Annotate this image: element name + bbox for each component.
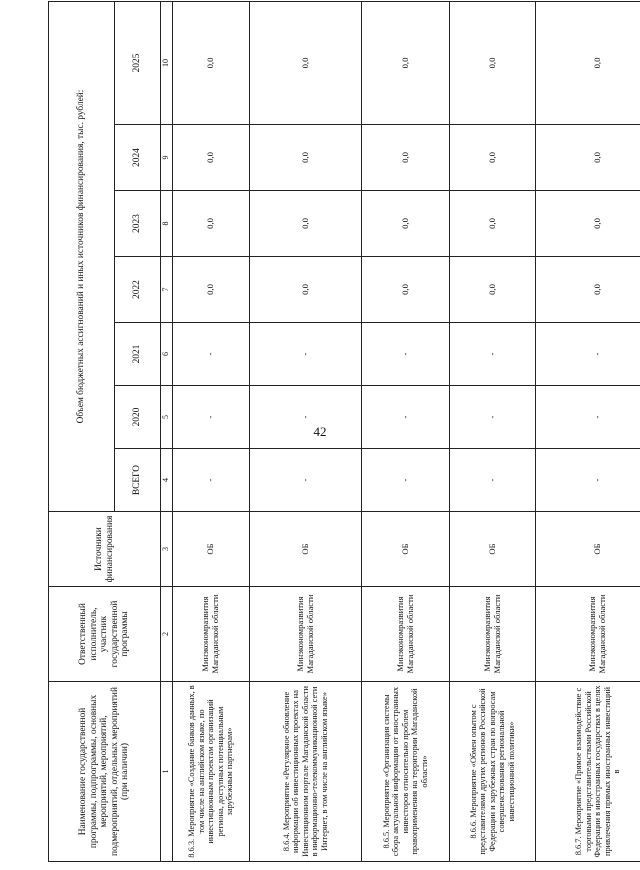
row-value: - (173, 386, 250, 449)
row-value: - (250, 323, 362, 386)
row-value: 0,0 (536, 257, 640, 323)
table-row (362, 2, 450, 862)
header-year: ВСЕГО (115, 449, 161, 512)
row-value: - (450, 386, 536, 449)
column-number-row (161, 2, 173, 862)
table-row (173, 2, 250, 862)
row-value: 0,0 (173, 257, 250, 323)
row-value: - (362, 449, 450, 512)
header-source: Источники финансирования (49, 512, 161, 587)
header-executor: Ответственный исполнитель, участник государственной программы (49, 587, 161, 682)
row-value: - (536, 323, 640, 386)
row-value: - (536, 449, 640, 512)
row-value: 0,0 (362, 125, 450, 191)
row-name: 8.6.5. Мероприятие «Организация системы сбора актуальной информации от иностранных инвесторов относительно проблем правоприменения на территории Магаданской области» (362, 682, 450, 862)
row-executor: Минэкономразвития Магаданской области (250, 587, 362, 682)
row-source: ОБ (450, 512, 536, 587)
column-number: 4 (161, 449, 173, 512)
column-number: 10 (161, 2, 173, 125)
row-value: 0,0 (536, 125, 640, 191)
row-value: - (250, 386, 362, 449)
column-number: 8 (161, 191, 173, 257)
row-value: - (250, 449, 362, 512)
row-source: ОБ (536, 512, 640, 587)
column-number: 7 (161, 257, 173, 323)
row-name: 8.6.7. Мероприятие «Прямое взаимодействие с торговыми представительствами Российской Федерации в иностранных государствах в целях привлечения прямых иностранных инвестиций в (536, 682, 640, 862)
header-year: 2020 (115, 386, 161, 449)
row-value: 0,0 (450, 191, 536, 257)
row-executor: Минэкономразвития Магаданской области (362, 587, 450, 682)
row-name: 8.6.4. Мероприятие «Регулярное обновление информации об инвестиционных проектах на Инвестиционном портале Магаданской области в информационно-телекоммуникационной сети Интернет, в том числе на английском языке» (250, 682, 362, 862)
row-value: 0,0 (250, 191, 362, 257)
header-year: 2021 (115, 323, 161, 386)
row-name: 8.6.3. Мероприятие «Создание банков данных, в том числе на английском языке, по инвестиционным проектам организаций региона, доступных потенциальным зарубежным партнерам» (173, 682, 250, 862)
column-number: 2 (161, 587, 173, 682)
header-year: 2024 (115, 125, 161, 191)
row-value: 0,0 (536, 2, 640, 125)
row-value: 0,0 (362, 2, 450, 125)
row-executor: Минэкономразвития Магаданской области (173, 587, 250, 682)
table-row (250, 2, 362, 862)
row-value: - (536, 386, 640, 449)
row-source: ОБ (173, 512, 250, 587)
header-year: 2023 (115, 191, 161, 257)
row-executor: Минэкономразвития Магаданской области (536, 587, 640, 682)
header-year: 2025 (115, 2, 161, 125)
header-name: Наименование государственной программы, подпрограммы, основных мероприятий, мероприятий, подмероприятий, отдельных мероприятий (при наличии) (49, 682, 161, 862)
row-value: 0,0 (536, 191, 640, 257)
column-number: 6 (161, 323, 173, 386)
row-value: - (450, 323, 536, 386)
row-value: 0,0 (250, 125, 362, 191)
header-row-1 (49, 2, 115, 862)
row-value: - (450, 449, 536, 512)
page-number: 42 (313, 424, 327, 439)
row-value: 0,0 (362, 191, 450, 257)
row-value: - (173, 323, 250, 386)
row-source: ОБ (250, 512, 362, 587)
column-number: 5 (161, 386, 173, 449)
row-value: 0,0 (450, 257, 536, 323)
row-value: 0,0 (173, 2, 250, 125)
row-value: - (173, 449, 250, 512)
row-value: 0,0 (173, 191, 250, 257)
row-value: 0,0 (362, 257, 450, 323)
header-funding-group: Объем бюджетных ассигнований и иных источников финансирования, тыс. рублей: (49, 2, 115, 512)
funding-table (48, 1, 640, 862)
row-value: - (362, 386, 450, 449)
row-name: 8.6.6. Мероприятие «Обмен опытом с представителями других регионов Российской Федерации и зарубежных стран по вопросам совершенствования региональной инвестиционной политики» (450, 682, 536, 862)
column-number: 1 (161, 682, 173, 862)
column-number: 9 (161, 125, 173, 191)
row-value: 0,0 (250, 2, 362, 125)
table-row (536, 2, 640, 862)
row-value: 0,0 (173, 125, 250, 191)
column-number: 3 (161, 512, 173, 587)
rotated-table-wrapper (48, 2, 640, 862)
row-value: 0,0 (450, 125, 536, 191)
row-value: - (362, 323, 450, 386)
table-row (450, 2, 536, 862)
row-executor: Минэкономразвития Магаданской области (450, 587, 536, 682)
row-value: 0,0 (250, 257, 362, 323)
row-value: 0,0 (450, 2, 536, 125)
row-source: ОБ (362, 512, 450, 587)
header-year: 2022 (115, 257, 161, 323)
